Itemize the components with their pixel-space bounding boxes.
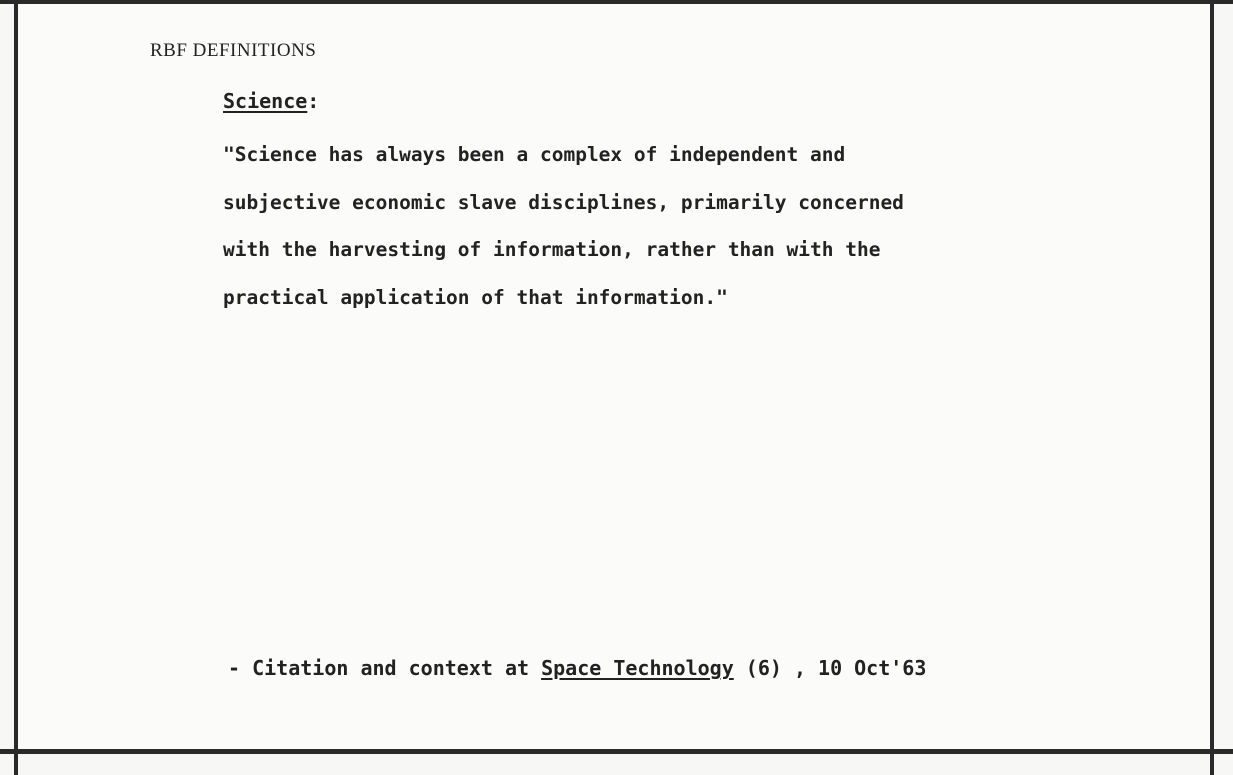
document-header: RBF DEFINITIONS bbox=[150, 40, 317, 61]
citation-suffix: (6) , 10 Oct'63 bbox=[733, 656, 927, 680]
card-border-bottom bbox=[0, 749, 1233, 754]
term-colon: : bbox=[307, 89, 320, 113]
quote-line: "Science has always been a complex of independent and bbox=[223, 143, 846, 166]
term-word: Science bbox=[223, 89, 308, 113]
card-border-top bbox=[0, 0, 1233, 4]
card-border-left bbox=[14, 0, 18, 775]
citation-source: Space Technology bbox=[541, 656, 734, 680]
card-border-right bbox=[1210, 0, 1214, 775]
quote-line: practical application of that information." bbox=[223, 285, 728, 309]
quote-line: subjective economic slave disciplines, primarily concerned bbox=[223, 190, 904, 214]
citation-line bbox=[228, 656, 926, 680]
definition-term bbox=[223, 89, 319, 113]
definition-quote bbox=[223, 131, 1123, 321]
definition-card bbox=[18, 4, 1210, 749]
quote-line: with the harvesting of information, rather than with the bbox=[223, 238, 881, 261]
citation-prefix: - Citation and context at bbox=[228, 656, 542, 680]
